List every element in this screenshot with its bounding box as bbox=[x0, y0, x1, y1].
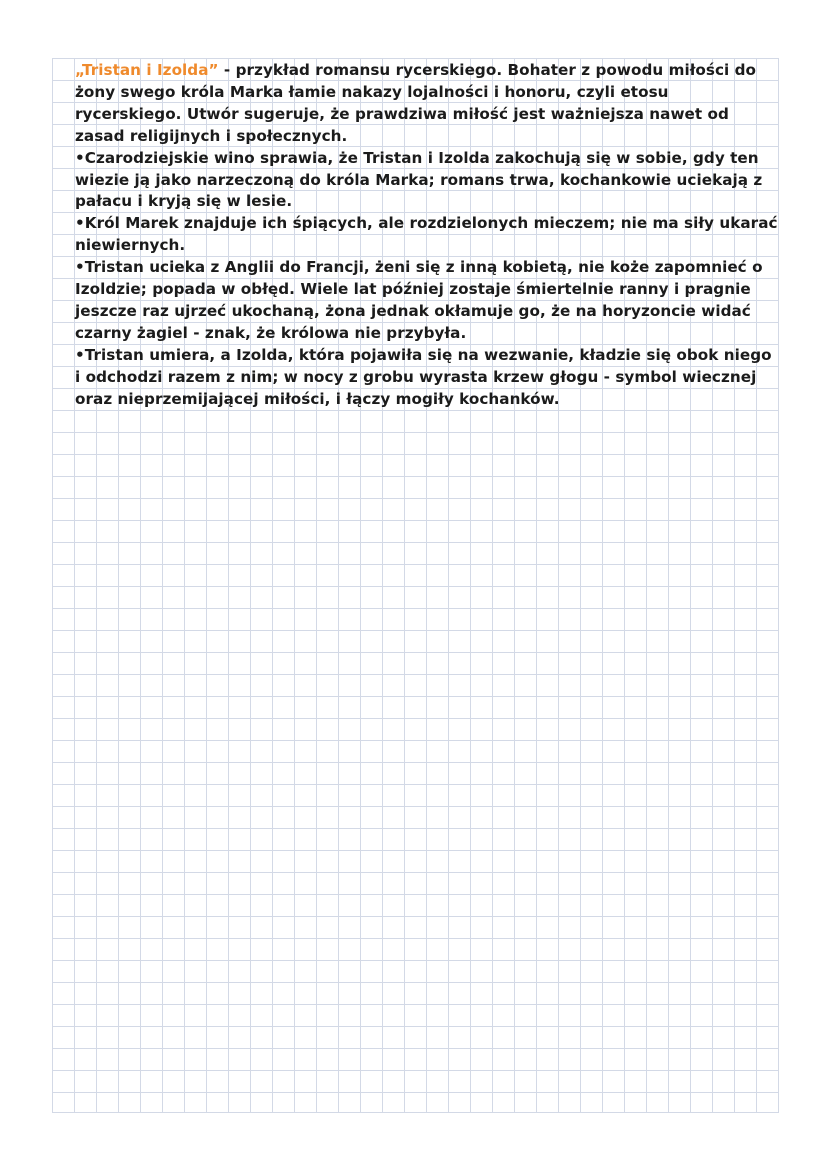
intro-text: - przykład romansu rycerskiego. Bohater z powodu miłości do żony swego króla Marka łamie nakazy lojalności i honoru, czyli etosu rycerskiego. Utwór sugeruje, że prawdziwa miłość jest ważniejsza nawet od zasad religijnych i społecznych. bbox=[75, 61, 757, 145]
notes-text bbox=[75, 60, 780, 411]
work-title: „Tristan i Izolda” bbox=[75, 61, 219, 79]
bullet-item: •Tristan ucieka z Anglii do Francji, żeni się z inną kobietą, nie koże zapomnieć o Izoldzie; popada w obłęd. Wiele lat później zostaje śmiertelnie ranny i pragnie jeszcze raz ujrzeć ukochaną, żona jednak okłamuje go, że na horyzoncie widać czarny żagiel - znak, że królowa nie przybyła. bbox=[75, 258, 763, 342]
intro-paragraph bbox=[75, 60, 780, 148]
bullet-item: •Czarodziejskie wino sprawia, że Tristan i Izolda zakochują się w sobie, gdy ten wiezie ją jako narzeczoną do króla Marka; romans trwa, kochankowie uciekają z pałacu i kryją się w lesie. bbox=[75, 148, 763, 211]
bullet-item: •Król Marek znajduje ich śpiących, ale rozdzielonych mieczem; nie ma siły ukarać niewiernych. bbox=[75, 214, 778, 255]
bullet-item: •Tristan umiera, a Izolda, która pojawiła się na wezwanie, kładzie się obok niego i odchodzi razem z nim; w nocy z grobu wyrasta krzew głogu - symbol wiecznej oraz nieprzemijającej miłości, i łączy mogiły kochanków. bbox=[75, 345, 772, 408]
